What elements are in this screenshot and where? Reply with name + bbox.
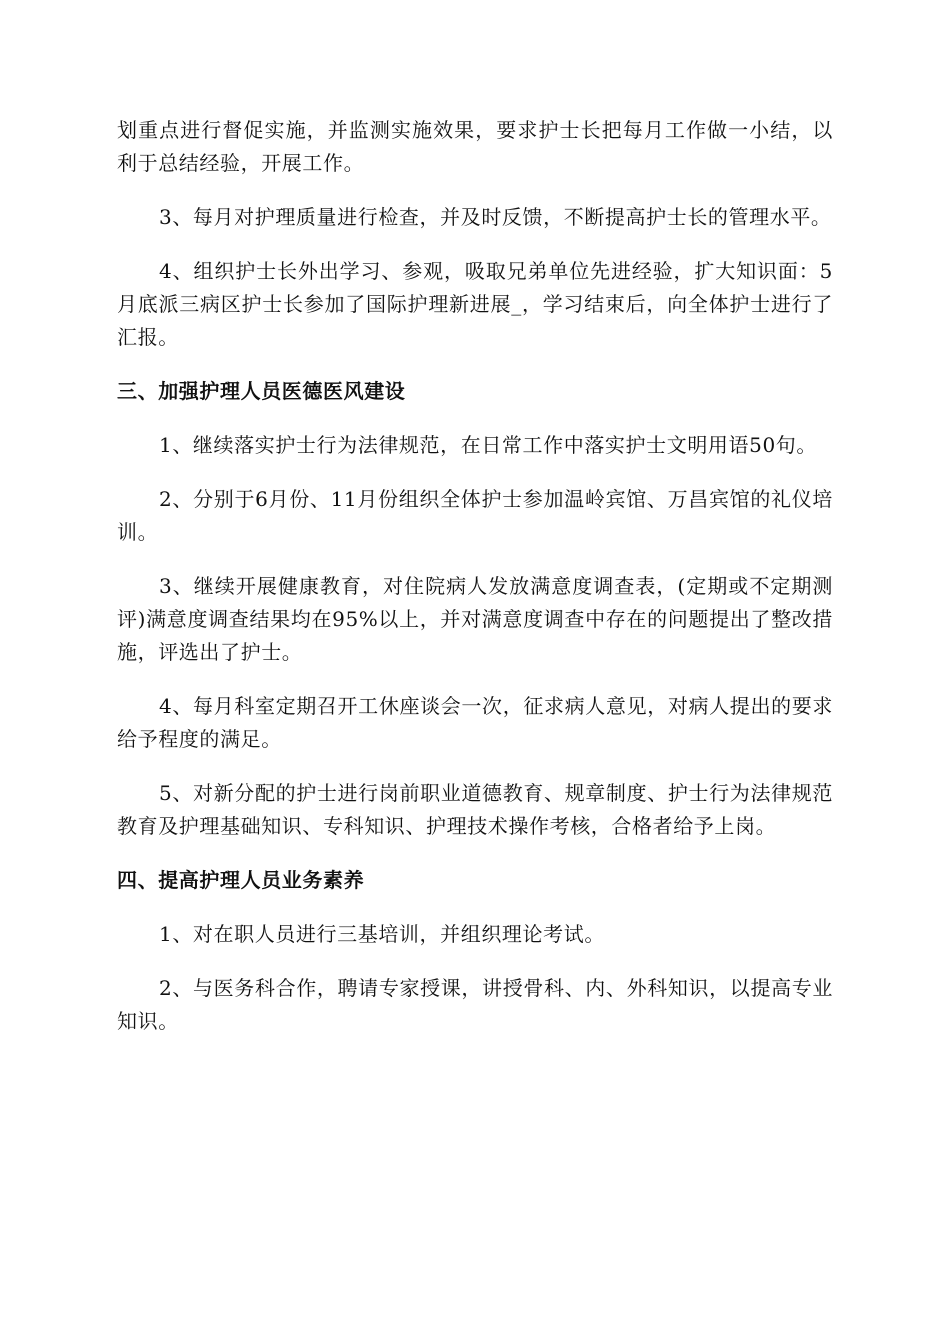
- paragraph-item-1-conduct-norms: 1、继续落实护士行为法律规范，在日常工作中落实护士文明用语50句。: [159, 433, 817, 457]
- section-heading-4: 四、提高护理人员业务素养: [117, 868, 365, 892]
- paragraph-item-1-basic-training: 1、对在职人员进行三基培训，并组织理论考试。: [159, 922, 605, 946]
- paragraph-item-4-study-visit: 4、组织护士长外出学习、参观，吸取兄弟单位先进经验，扩大知识面：5月底派三病区护士长参加了国际护理新进展_，学习结束后，向全体护士进行了汇报。: [117, 259, 833, 349]
- paragraph-item-5-new-nurse-training: 5、对新分配的护士进行岗前职业道德教育、规章制度、护士行为法律规范教育及护理基础知识、专科知识、护理技术操作考核，合格者给予上岗。: [117, 781, 833, 838]
- paragraph-item-2-expert-lectures: 2、与医务科合作，聘请专家授课，讲授骨科、内、外科知识，以提高专业知识。: [117, 976, 833, 1033]
- paragraph-item-4-patient-meeting: 4、每月科室定期召开工休座谈会一次，征求病人意见，对病人提出的要求给予程度的满足。: [117, 694, 833, 751]
- paragraph-item-3-health-education: 3、继续开展健康教育，对住院病人发放满意度调查表，(定期或不定期测评)满意度调查结果均在95%以上，并对满意度调查中存在的问题提出了整改措施，评选出了护士。: [117, 574, 833, 664]
- paragraph-item-3-quality-check: 3、每月对护理质量进行检查，并及时反馈，不断提高护士长的管理水平。: [159, 205, 832, 229]
- paragraph-continuation: 划重点进行督促实施，并监测实施效果，要求护士长把每月工作做一小结，以利于总结经验，开展工作。: [117, 118, 833, 175]
- section-heading-3: 三、加强护理人员医德医风建设: [117, 379, 406, 403]
- document-page: [117, 114, 833, 1059]
- paragraph-item-2-etiquette-training: 2、分别于6月份、11月份组织全体护士参加温岭宾馆、万昌宾馆的礼仪培训。: [117, 487, 833, 544]
